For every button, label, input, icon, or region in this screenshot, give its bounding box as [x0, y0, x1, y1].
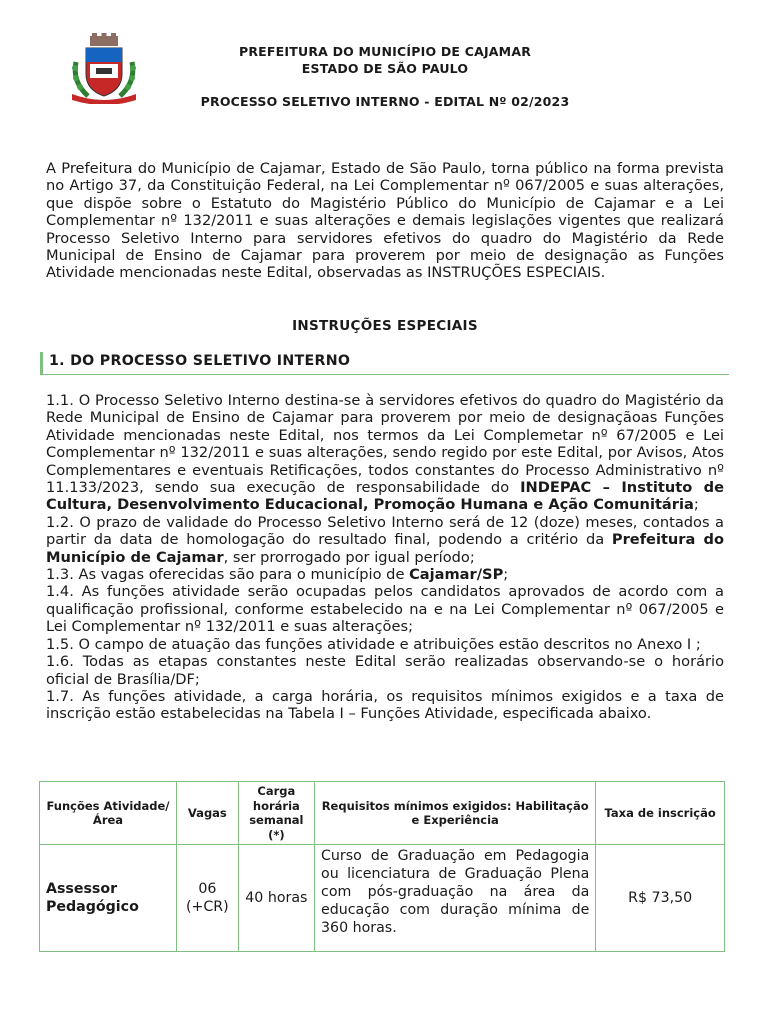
item-1-1-end: ;	[693, 496, 699, 514]
header-edital-title: PROCESSO SELETIVO INTERNO - EDITAL Nº 02/2023	[200, 94, 570, 109]
col-header-vacancies: Vagas	[177, 782, 239, 845]
item-1-2	[46, 514, 724, 566]
coat-of-arms-logo	[66, 32, 142, 104]
item-1-1-bold: INDEPAC – Instituto de Cultura, Desenvolvimento Educacional, Promoção Humana e Ação Comunitária	[46, 479, 724, 514]
intro-paragraph: A Prefeitura do Município de Cajamar, Estado de São Paulo, torna público na forma prevista no Artigo 37, da Constituição Federal, na Lei Complementar nº 067/2005 e suas alterações, que dispõe sobre o Estatuto do Magistério Público do Município de Cajamar e a Lei Complementar nº 132/2011 e suas alterações e demais legislações vigentes que realizará Processo Seletivo Interno para servidores efetivos do quadro do Magistério da Rede Municipal de Ensino de Cajamar para proverem por meio de designação as Funções Atividade mencionadas neste Edital, observadas as INSTRUÇÕES ESPECIAIS.	[46, 160, 724, 282]
section-1-heading	[40, 352, 729, 375]
table-header-row	[40, 782, 725, 845]
item-1-2-text: 1.2. O prazo de validade do Processo Seletivo Interno será de 12 (doze) meses, contados a partir da data de homologação do resultado final, podendo a critério da	[46, 513, 724, 549]
cell-fee: R$ 73,50	[596, 845, 725, 952]
item-1-1	[46, 392, 724, 514]
item-1-2-end: , ser prorrogado por igual período;	[223, 548, 475, 566]
item-1-3	[46, 566, 724, 583]
instructions-title: INSTRUÇÕES ESPECIAIS	[292, 318, 478, 334]
cell-function: Assessor Pedagógico	[40, 845, 177, 952]
section-1-title: 1. DO PROCESSO SELETIVO INTERNO	[49, 353, 351, 369]
section-1-items	[46, 392, 724, 723]
item-1-5: 1.5. O campo de atuação das funções atividade e atribuições estão descritos no Anexo I ;	[46, 635, 701, 653]
item-1-3-bold: Cajamar/SP	[409, 566, 504, 584]
item-1-7: 1.7. As funções atividade, a carga horária, os requisitos mínimos exigidos e a taxa de inscrição estão estabelecidas na Tabela I – Funções Atividade, especificada abaixo.	[46, 687, 724, 723]
item-1-3-text: 1.3. As vagas oferecidas são para o município de	[46, 566, 410, 584]
item-1-1-text: 1.1. O Processo Seletivo Interno destina-se à servidores efetivos do quadro do Magistério da Rede Municipal de Ensino de Cajamar para proverem por meio de designaçãoas Funções Atividade mencionadas neste Edital, nos termos da Lei Complemetar nº 67/2005 e Lei Complementar nº 132/2011 e suas alterações, sendo regido por este Edital, por Avisos, Atos Complementares e eventuais Retificações, todos constantes do Processo Administrativo nº 11.133/2023, sendo sua execução de responsabilidade do	[46, 392, 724, 497]
col-header-function: Funções Atividade/ Área	[40, 782, 177, 845]
item-1-2-bold: Prefeitura do Município de Cajamar	[46, 531, 724, 566]
col-header-requirements: Requisitos mínimos exigidos: Habilitação e Experiência	[315, 782, 596, 845]
item-1-6: 1.6. Todas as etapas constantes neste Edital serão realizadas observando-se o horário oficial de Brasília/DF;	[46, 653, 724, 688]
cell-vacancies: 06 (+CR)	[177, 845, 239, 952]
header-municipality: PREFEITURA DO MUNICÍPIO DE CAJAMAR	[238, 44, 532, 59]
col-header-fee: Taxa de inscrição	[596, 782, 725, 845]
item-1-3-end: ;	[503, 566, 509, 584]
col-header-workload: Carga horária semanal (*)	[238, 782, 314, 845]
cell-workload: 40 horas	[238, 845, 314, 952]
header-state: ESTADO DE SÃO PAULO	[301, 61, 469, 76]
functions-table	[39, 781, 725, 952]
table-row	[40, 845, 725, 952]
item-1-4: 1.4. As funções atividade serão ocupadas pelos candidatos aprovados de acordo com a qualificação profissional, conforme estabelecido na e na Lei Complementar nº 067/2005 e Lei Complementar nº 132/2011 e suas alterações;	[46, 583, 724, 636]
cell-requirements: Curso de Graduação em Pedagogia ou licenciatura de Graduação Plena com pós-graduação na área da educação com duração mínima de 360 horas.	[315, 845, 596, 952]
